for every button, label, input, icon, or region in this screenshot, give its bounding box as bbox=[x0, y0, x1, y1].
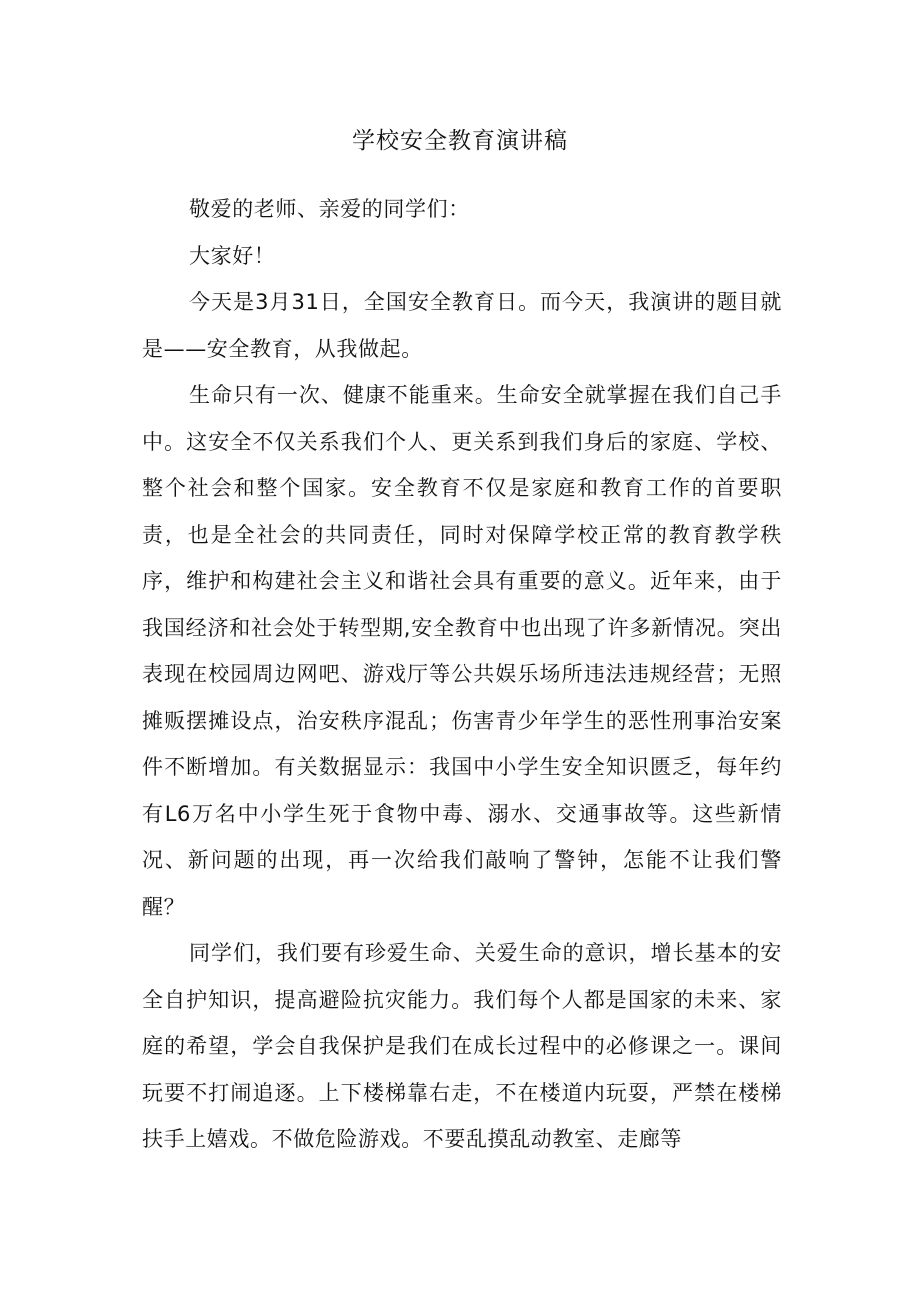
document-body bbox=[142, 186, 782, 1163]
hello-paragraph: 大家好！ bbox=[189, 243, 276, 268]
body-paragraph: 生命只有一次、健康不能重来。生命安全就掌握在我们自己手中。这安全不仅关系我们个人、更关系到我们身后的家庭、学校、整个社会和整个国家。安全教育不仅是家庭和教育工作的首要职责，也是全社会的共同责任，同时对保障学校正常的教育教学秩序，维护和构建社会主义和谐社会具有重要的意义。近年来，由于我国经济和社会处于转型期,安全教育中也出现了许多新情况。突出表现在校园周边网吧、游戏厅等公共娱乐场所违法违规经营；无照摊贩摆摊设点，治安秩序混乱；伤害青少年学生的恶性刑事治安案件不断增加。有关数据显示：我国中小学生安全知识匮乏，每年约有L6万名中小学生死于食物中毒、溺水、交通事故等。这些新情况、新问题的出现，再一次给我们敲响了警钟，怎能不让我们警醒？ bbox=[142, 383, 782, 919]
document-title: 学校安全教育演讲稿 bbox=[352, 128, 568, 154]
greeting-paragraph: 敬爱的老师、亲爱的同学们： bbox=[189, 197, 470, 221]
body-paragraph: 同学们，我们要有珍爱生命、关爱生命的意识，增长基本的安全自护知识，提高避险抗灾能力。我们每个人都是国家的未来、家庭的希望，学会自我保护是我们在成长过程中的必修课之一。课间玩要不打闹追逐。上下楼梯靠右走，不在楼道内玩耍，严禁在楼梯扶手上嬉戏。不做危险游戏。不要乱摸乱动教室、走廊等 bbox=[142, 941, 782, 1151]
intro-paragraph: 今天是3月31日，全国安全教育日。而今天，我演讲的题目就是——安全教育，从我做起。 bbox=[142, 290, 782, 361]
